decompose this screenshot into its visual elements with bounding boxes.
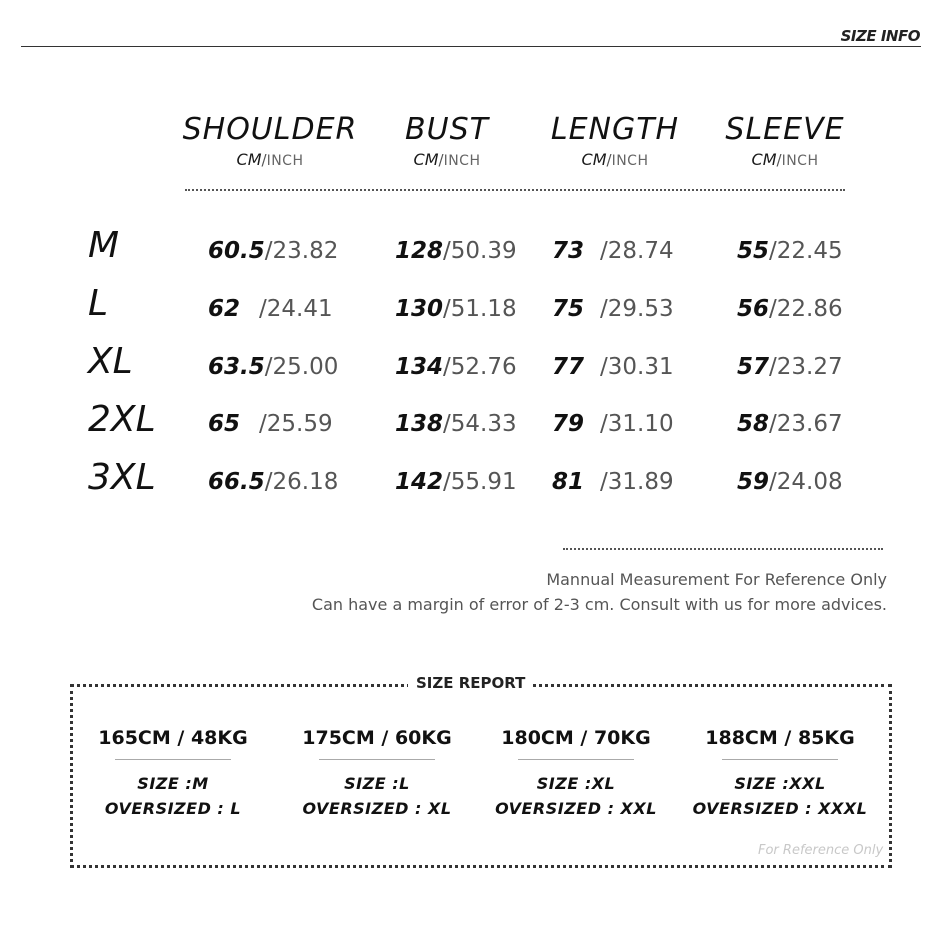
cm-value: 134 [395,354,444,380]
cm-value: 130 [395,296,444,322]
inch-value: /25.00 [264,354,339,380]
cell-bust [395,236,517,266]
oversized-size: OVERSIZED : XXXL [692,799,868,818]
cell-sleeve [737,409,843,439]
cm-value: 128 [395,238,444,264]
report-item-1 [78,726,268,821]
cell-length-inch [600,236,674,266]
inch-value: /23.82 [264,238,339,264]
inch-value: /22.45 [769,238,843,264]
cm-value: 65 [208,411,241,437]
size-label-xl: XL [88,341,133,382]
inch-value: /31.89 [600,469,674,495]
cm-value: 66.5 [208,469,265,495]
cell-length-inch [600,409,674,439]
unit-separator: / [606,151,612,169]
cell-length-inch [600,352,674,382]
cell-shoulder-inch [259,409,333,439]
cell-length-inch [600,467,674,497]
inch-value: /51.18 [443,296,517,322]
cm-value: 81 [552,469,585,495]
cm-value: 138 [395,411,444,437]
cm-value: 59 [737,469,770,495]
report-item-2 [282,726,472,821]
column-header-sleeve [685,112,885,171]
inch-value: /54.33 [443,411,517,437]
report-item-divider [518,759,634,760]
cm-value: 142 [395,469,444,495]
inch-value: /28.74 [600,238,674,264]
inch-value: /24.41 [259,296,333,322]
header-divider [21,46,921,47]
size-report-title: SIZE REPORT [408,674,533,692]
report-item-divider [115,759,231,760]
column-name: SHOULDER [182,112,358,147]
cell-sleeve [737,294,843,324]
inch-value: /24.08 [769,469,843,495]
cell-sleeve [737,352,843,382]
unit-inch: INCH [611,153,649,169]
cell-bust [395,467,517,497]
cm-value: 55 [737,238,770,264]
recommended-size: SIZE :M [137,774,209,793]
inch-value: /23.27 [769,354,843,380]
note-line-2: Can have a margin of error of 2-3 cm. Consult with us for more advices. [311,595,887,614]
unit-inch: INCH [443,153,481,169]
oversized-size: OVERSIZED : XL [302,799,452,818]
column-unit [685,150,885,171]
unit-cm: CM [413,150,439,169]
cell-shoulder-inch [259,294,333,324]
body-measurement: 175CM / 60KG [302,727,452,749]
recommended-size: SIZE :L [344,774,410,793]
inch-value: /31.10 [600,411,674,437]
cm-value: 60.5 [208,238,265,264]
cell-shoulder-cm [208,294,240,324]
cell-shoulder [208,467,338,497]
unit-inch: INCH [266,153,304,169]
report-footnote: For Reference Only [758,843,884,858]
report-item-4 [685,726,875,821]
oversized-size: OVERSIZED : XXL [495,799,657,818]
size-label-m: M [88,225,120,266]
inch-value: /25.59 [259,411,333,437]
cell-length-cm [552,352,584,382]
unit-inch: INCH [781,153,819,169]
cell-bust [395,294,517,324]
note-line-1: Mannual Measurement For Reference Only [546,570,887,589]
cell-length-cm [552,467,584,497]
cm-value: 56 [737,296,770,322]
cell-sleeve [737,467,843,497]
cm-value: 57 [737,354,770,380]
cm-value: 62 [208,296,241,322]
recommended-size: SIZE :XXL [734,774,826,793]
size-label-3xl: 3XL [88,457,156,498]
column-unit [170,150,370,171]
cm-value: 58 [737,411,770,437]
inch-value: /52.76 [443,354,517,380]
size-label-2xl: 2XL [88,399,156,440]
note-dotted-divider [563,548,883,550]
inch-value: /29.53 [600,296,674,322]
cm-value: 75 [552,296,585,322]
cell-shoulder-cm [208,409,240,439]
column-name: LENGTH [550,112,680,147]
unit-cm: CM [236,150,262,169]
cell-length-cm [552,409,584,439]
cell-length-inch [600,294,674,324]
cell-length-cm: 73 [552,238,585,264]
report-item-3 [481,726,671,821]
cell-shoulder [208,236,338,266]
cell-shoulder [208,352,338,382]
unit-cm: CM [751,150,777,169]
cm-value: 79 [552,411,585,437]
body-measurement: 188CM / 85KG [705,727,855,749]
body-measurement: 165CM / 48KG [98,727,248,749]
unit-separator: / [438,151,444,169]
oversized-size: OVERSIZED : L [104,799,242,818]
inch-value: /22.86 [769,296,843,322]
unit-separator: / [776,151,782,169]
header-dotted-divider [185,189,845,191]
inch-value: /23.67 [769,411,843,437]
body-measurement: 180CM / 70KG [501,727,651,749]
cell-sleeve [737,236,843,266]
report-item-divider [722,759,838,760]
cm-value: 77 [552,354,585,380]
report-item-divider [319,759,435,760]
column-name: SLEEVE [725,112,845,147]
unit-separator: / [261,151,267,169]
size-label-l: L [88,283,109,324]
cell-bust [395,409,517,439]
inch-value: /30.31 [600,354,674,380]
inch-value: /26.18 [264,469,339,495]
cm-value: 63.5 [208,354,265,380]
page-title: SIZE INFO [840,27,920,45]
cell-bust [395,352,517,382]
column-header-shoulder [170,112,370,171]
unit-cm: CM [581,150,607,169]
column-name: BUST [405,112,489,147]
cell-length-cm [552,294,584,324]
recommended-size: SIZE :XL [536,774,616,793]
inch-value: /50.39 [443,238,517,264]
inch-value: /55.91 [443,469,517,495]
